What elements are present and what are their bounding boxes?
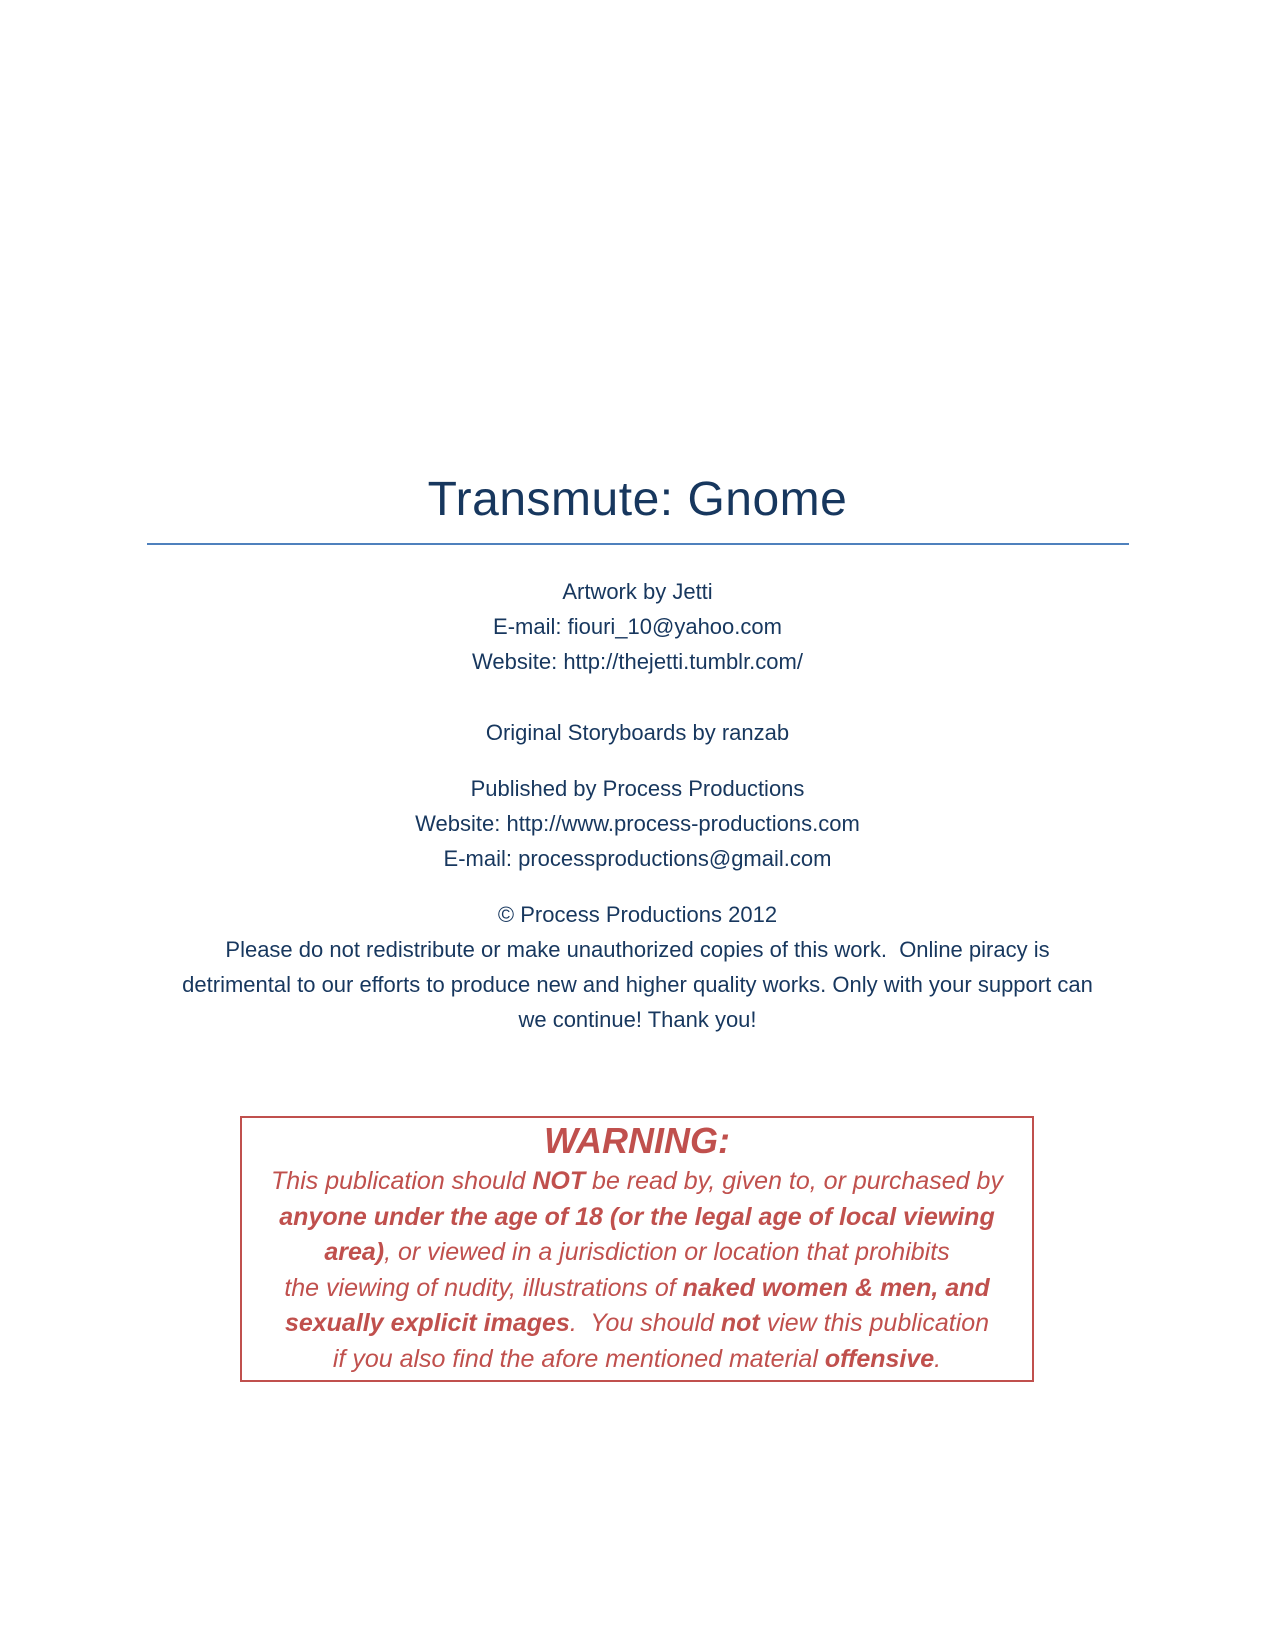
warning-text-segment: if you also find the afore mentioned material: [332, 1344, 825, 1373]
artist-website: Website: http://thejetti.tumblr.com/: [472, 649, 803, 674]
warning-text-segment: be read by, given to, or purchased by: [585, 1167, 1003, 1195]
warning-text-segment: . You should: [569, 1309, 721, 1337]
warning-emphasis: naked women & men, and: [682, 1273, 990, 1302]
warning-heading: WARNING:: [544, 1120, 730, 1161]
warning-line-1: [250, 1164, 1024, 1200]
warning-text: [242, 1164, 1032, 1377]
warning-emphasis: area): [324, 1238, 385, 1266]
page-title: Transmute: Gnome: [427, 473, 848, 526]
warning-line-2: [250, 1200, 1024, 1236]
warning-line-4: [250, 1271, 1024, 1307]
warning-box: [240, 1116, 1034, 1382]
publisher-website: Website: http://www.process-productions.com: [415, 811, 860, 836]
warning-text-segment: the viewing of nudity, illustrations of: [284, 1273, 683, 1302]
artist-email: E-mail: fiouri_10@yahoo.com: [493, 614, 782, 639]
publisher-credit: Published by Process Productions: [470, 776, 805, 801]
warning-emphasis: anyone under the age of 18 (or the legal age of local viewing: [279, 1202, 995, 1231]
storyboard-credit: Original Storyboards by ranzab: [485, 720, 790, 745]
publisher-credits: [140, 771, 1135, 876]
warning-line-6: [250, 1342, 1024, 1378]
piracy-notice-line-3: we continue! Thank you!: [518, 1007, 757, 1032]
copyright-block: [140, 897, 1135, 1037]
piracy-notice-line-1: Please do not redistribute or make unauthorized copies of this work. Online piracy is: [225, 937, 1050, 962]
storyboard-credits: [140, 715, 1135, 750]
warning-text-segment: , or viewed in a jurisdiction or location that prohibits: [384, 1238, 950, 1266]
warning-text-segment: This publication should: [271, 1167, 533, 1195]
copyright-notice: © Process Productions 2012: [497, 902, 778, 927]
title-divider: [147, 543, 1129, 545]
warning-emphasis: NOT: [532, 1167, 586, 1195]
warning-text-segment: .: [934, 1344, 942, 1373]
warning-emphasis: not: [720, 1309, 760, 1337]
warning-line-5: [250, 1306, 1024, 1342]
artist-credits: [140, 574, 1135, 679]
warning-emphasis: offensive: [824, 1344, 935, 1373]
piracy-notice-line-2: detrimental to our efforts to produce new and higher quality works. Only with your support can: [182, 972, 1093, 997]
warning-text-segment: view this publication: [759, 1309, 990, 1337]
warning-line-3: [250, 1235, 1024, 1271]
artist-credit: Artwork by Jetti: [562, 579, 713, 604]
publisher-email: E-mail: processproductions@gmail.com: [443, 846, 832, 871]
warning-emphasis: sexually explicit images: [284, 1309, 570, 1337]
